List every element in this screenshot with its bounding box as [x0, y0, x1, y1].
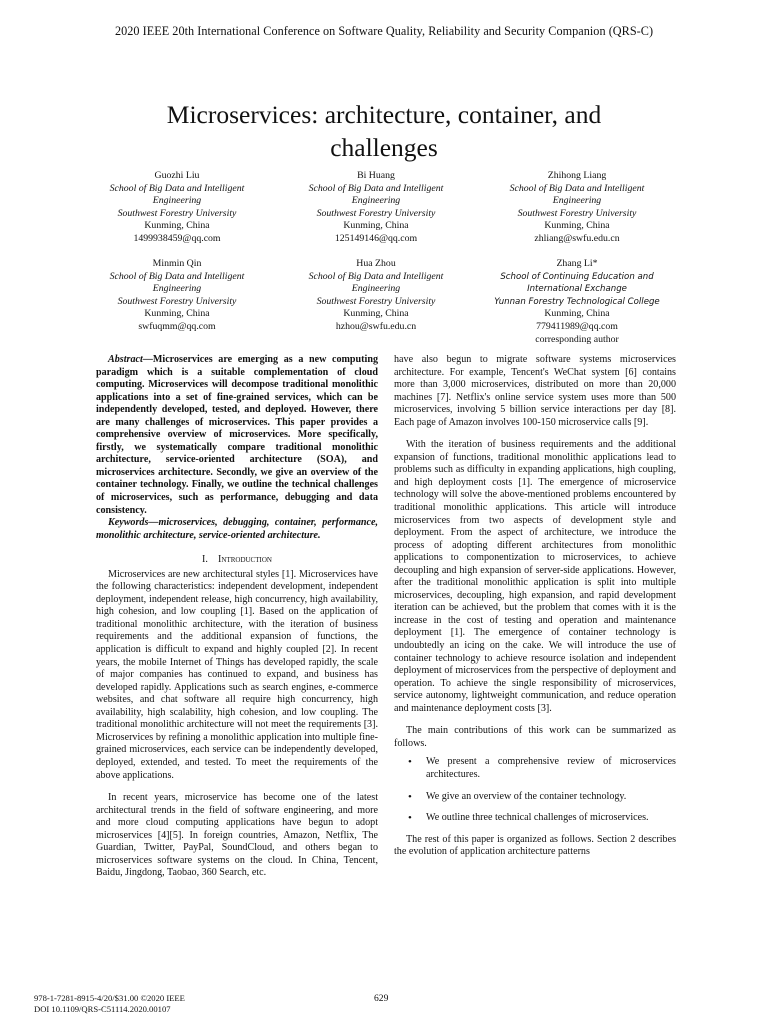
author-affiliation-cont: International Exchange: [527, 284, 627, 295]
author-block-6: [466, 258, 688, 346]
author-affiliation-cont: Engineering: [152, 195, 202, 207]
author-affiliation: School of Big Data and Intelligent: [308, 182, 444, 194]
author-name: Zhihong Liang: [547, 170, 607, 181]
author-affiliation: School of Big Data and Intelligent: [109, 270, 245, 282]
author-email: zhliang@swfu.edu.cn: [534, 232, 620, 244]
author-affiliation: School of Continuing Education and: [500, 271, 654, 282]
list-item: • We give an overview of the container technology.: [394, 791, 676, 804]
paragraph: In recent years, microservice has become one of the latest architectural trends in the field of software engineering, and more and more cloud computing applications have begun to adopt microservices [4][5]. In foreign countries, Amazon, Netflix, The Guardian, Twitter, PayPal, SoundCloud, and others began to microservices software systems on the cloud. In China, Tencent, Baidu, Jingdong, Taobao, 360 Search, etc.: [96, 792, 378, 879]
author-email: 779411989@qq.com: [536, 320, 618, 332]
abstract-dash: —: [142, 354, 153, 365]
paragraph: The rest of this paper is organized as follows. Section 2 describes the evolution of application architecture patterns: [394, 833, 676, 858]
author-block-1: [82, 170, 272, 246]
footer-doi: DOI 10.1109/QRS-C51114.2020.00107: [34, 1004, 171, 1014]
abstract: [96, 354, 378, 517]
author-university: Yunnan Forestry Technological College: [494, 296, 660, 307]
keywords: Keywords—microservices, debugging, container, performance, monolithic architecture, service-oriented architecture.: [96, 517, 378, 541]
author-name: Minmin Qin: [152, 258, 202, 269]
title-line-2: challenges: [330, 133, 438, 162]
paper-title: [0, 98, 768, 164]
author-university: Southwest Forestry University: [117, 295, 237, 307]
conference-header: 2020 IEEE 20th International Conference on Software Quality, Reliability and Security Companion (QRS-C): [114, 24, 654, 38]
author-university: Southwest Forestry University: [316, 207, 436, 219]
author-affiliation-cont: Engineering: [552, 195, 602, 207]
author-affiliation-cont: Engineering: [152, 283, 202, 295]
paragraph: With the iteration of business requirements and the additional expansion of functions, traditional monolithic applications lead to problems such as difficulty in expanding applications, high coupling, and high deployment costs [1]. The emergence of microservice technology will solve the above-mentioned problems encountered by traditional monolithic applications. This article will introduce microservices from two aspects of development style and deployment. From the aspect of architecture, we introduce the process of adopting different architectures from monolithic applications to componentization to microservices, to achieve decoupling and high expansion of server-side applications. However, after the traditional monolithic application is split into multiple microservices, decoupling, high expansion, and rapid development iteration can be achieved, but the problem that comes with it is the increase in the cost of testing and operation and maintenance deployment [1]. The emergence of container technology is undoubtedly an icing on the cake. We will introduce the use of container technology to achieve resource isolation and independent deployment of microservices from the perspective of deployment and operation. To achieve the single responsibility of microservices, service autonomy, lightweight communication, and reduce operation and maintenance deployment costs [3].: [394, 439, 676, 714]
author-block-2: [281, 170, 471, 246]
author-name: Bi Huang: [357, 170, 395, 181]
section-number: I.: [202, 554, 208, 566]
section-heading-introduction: [96, 554, 378, 567]
list-item: • We present a comprehensive review of microservices architectures.: [394, 756, 676, 781]
author-affiliation-cont: Engineering: [351, 283, 401, 295]
page-number: 629: [374, 993, 389, 1004]
author-university: Southwest Forestry University: [316, 295, 436, 307]
author-city: Kunming, China: [144, 220, 210, 232]
abstract-text: Microservices are emerging as a new computing paradigm which is a suitable complementation of cloud computing. Microservices will decompose traditional monolithic applications into a set of fine-grained services, which can be independently developed, tested, and deployed. However, there are many challenges of microservices. This paper provides a comprehensive overview of microservices. More specifically, firstly, we systematically compare traditional monolithic architecture, service-oriented architecture (SOA), and microservices architecture. Secondly, we give an overview of the container technology. Finally, we outline the technical challenges of microservices, such as performance, debugging and data consistency.: [96, 354, 378, 516]
title-line-1: Microservices: architecture, container, and: [166, 100, 602, 129]
author-email: swfuqmm@qq.com: [138, 320, 216, 332]
list-item: • We outline three technical challenges of microservices.: [394, 812, 676, 825]
author-email: 125149146@qq.com: [334, 232, 418, 244]
author-block-3: [482, 170, 672, 246]
author-city: Kunming, China: [144, 308, 210, 320]
footer-isbn: 978-1-7281-8915-4/20/$31.00 ©2020 IEEE: [34, 993, 185, 1003]
contributions-list: [394, 756, 676, 824]
left-column: [96, 354, 378, 880]
right-column: [394, 354, 676, 859]
author-affiliation: School of Big Data and Intelligent: [509, 182, 645, 194]
author-affiliation: School of Big Data and Intelligent: [109, 182, 245, 194]
author-affiliation: School of Big Data and Intelligent: [308, 270, 444, 282]
section-title: Introduction: [218, 554, 272, 566]
paragraph: have also begun to migrate software systems microservices architecture. For example, Tencent's WeChat system [6] contains more than 3,000 microservices, distributed on more than 20,000 machines [7]. Netflix's online service system uses more than 500 microservices, involving 5 billion service interactions per day [8]. Each page of Amazon involves 100-150 microservice calls [9].: [394, 354, 676, 428]
author-name: Guozhi Liu: [154, 170, 200, 181]
footer-copyright: [34, 993, 185, 1015]
author-university: Southwest Forestry University: [517, 207, 637, 219]
author-name: Zhang Li*: [556, 258, 598, 269]
author-city: Kunming, China: [544, 308, 610, 320]
author-block-4: [82, 258, 272, 334]
author-email: hzhou@swfu.edu.cn: [335, 320, 417, 332]
author-block-5: [281, 258, 471, 334]
paragraph: The main contributions of this work can be summarized as follows.: [394, 725, 676, 749]
author-affiliation-cont: Engineering: [351, 195, 401, 207]
author-email: 1499938459@qq.com: [133, 232, 221, 244]
corresponding-author-note: corresponding author: [535, 333, 619, 345]
author-city: Kunming, China: [343, 220, 409, 232]
author-university: Southwest Forestry University: [117, 207, 237, 219]
abstract-label: Abstract: [108, 354, 143, 365]
author-city: Kunming, China: [343, 308, 409, 320]
author-city: Kunming, China: [544, 220, 610, 232]
author-name: Hua Zhou: [356, 258, 396, 269]
paragraph: Microservices are new architectural styles [1]. Microservices have the following characteristics: independent development, independent deployment, independent release, high concurrency, high availability, high cohesion, and low coupling [1]. Based on the application of traditional monolithic architecture, with the iteration of business requirements and the additional expansion of functions, the application is difficult to expand and highly coupled [2]. In recent years, the mobile Internet of Things has developed rapidly, the scale of major companies has continued to expand, and business has developed rapidly. Applications such as search engines, e-commerce websites, and chat software all require high concurrency, high availability, high scalability, high cohesion, and low coupling. The traditional monolithic architecture will not meet the requirements [3]. Microservices by refining a monolithic application into multiple fine-grained microservices, each service can be independently developed, deployed, extended, and tested. To meet the requirements of the above applications.: [96, 568, 378, 781]
